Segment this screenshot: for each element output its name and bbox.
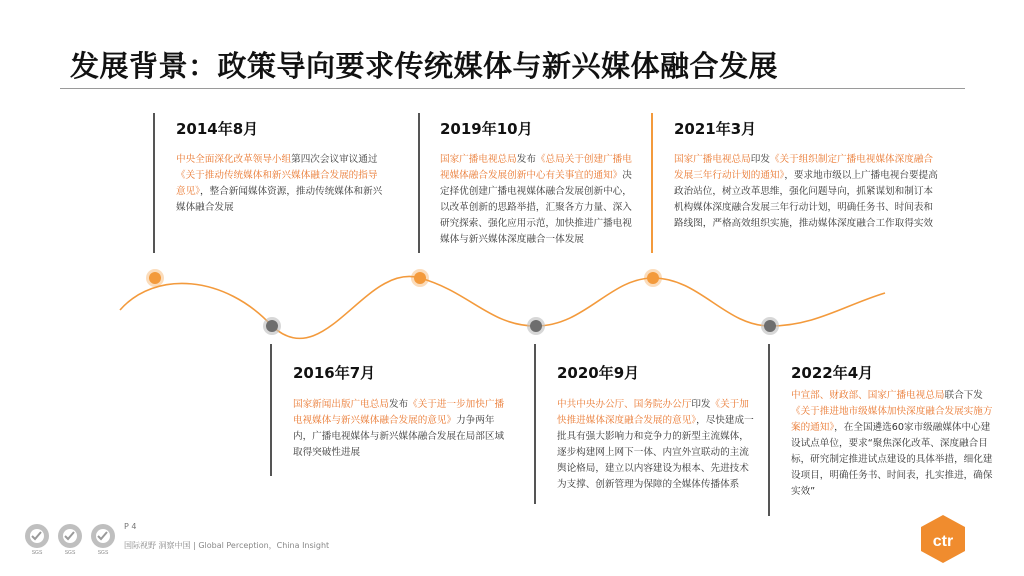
certification-badges [22, 522, 118, 556]
event-description: 国家新闻出版广电总局发布《关于进一步加快广播电视媒体与新兴媒体融合发展的意见》力争两年内，广播电视媒体与新兴媒体融合发展在局部区域取得突破性进展 [293, 399, 505, 458]
event-document: 《关于推进地市级媒体加快深度融合发展实施方案的通知》 [791, 406, 993, 433]
event-date: 2014年8月 [176, 120, 259, 138]
connector-2019 [418, 113, 420, 253]
event-description: 中央全面深化改革领导小组第四次会议审议通过《关于推动传统媒体和新兴媒体融合发展的指导意见》，整合新闻媒体资源，推动传统媒体和新兴媒体融合发展 [176, 154, 383, 213]
connector-2020 [534, 344, 536, 504]
timeline-node-2020 [527, 317, 545, 335]
event-description: 国家广播电视总局发布《总局关于创建广播电视媒体融合发展创新中心有关事宜的通知》决定择优创建广播电视媒体融合发展创新中心，以改革创新的思路举措，汇聚各方力量、深入研究探索、强化应用示范，加快推进广播电视媒体与新兴媒体深度融合一体发展 [440, 154, 632, 245]
connector-2014 [153, 113, 155, 253]
brand-name: ctr [932, 533, 954, 550]
page-title: 发展背景：政策导向要求传统媒体与新兴媒体融合发展 [70, 49, 779, 83]
event-date: 2022年4月 [791, 364, 874, 382]
sgs-badge-icon [58, 524, 82, 556]
connector-2022 [768, 344, 770, 516]
badge-label: SGS [97, 550, 109, 556]
connector-2016 [270, 344, 272, 476]
event-description: 中宣部、财政部、国家广播电视总局联合下发《关于推进地市级媒体加快深度融合发展实施方案的通知》，在全国遴选60家市级融媒体中心建设试点单位，要求“聚焦深化改革、深度融合目标，研究制定推进试点建设的具体举措，细化建设项目，明确任务书、时间表，扎实推进，确保实效” [791, 390, 993, 497]
event-organization: 国家广播电视总局 [674, 154, 751, 165]
event-organization: 中共中央办公厅、国务院办公厅 [557, 399, 692, 410]
ctr-logo-icon [917, 513, 969, 565]
event-organization: 国家新闻出版广电总局 [293, 399, 389, 410]
timeline-node-2021 [644, 269, 662, 287]
event-date: 2016年7月 [293, 364, 376, 382]
connector-2021 [651, 113, 653, 253]
event-document: 《关于进一步加快广播电视媒体与新兴媒体融合发展的意见》 [293, 399, 505, 426]
event-document: 《总局关于创建广播电视媒体融合发展创新中心有关事宜的通知》 [440, 154, 632, 181]
event-organization: 国家广播电视总局 [440, 154, 517, 165]
event-document: 《关于组织制定广播电视媒体深度融合发展三年行动计划的通知》 [674, 154, 934, 181]
event-date: 2021年3月 [674, 120, 757, 138]
sgs-badge-icon [91, 524, 115, 556]
event-organization: 中央全面深化改革领导小组 [176, 154, 292, 165]
timeline-node-2022 [761, 317, 779, 335]
timeline-node-2019 [411, 269, 429, 287]
event-document: 《关于加快推进媒体深度融合发展的意见》 [557, 399, 749, 426]
timeline-node-2016 [263, 317, 281, 335]
footer-slogan: 国际视野 洞察中国 | Global Perception，China Insight [124, 541, 330, 550]
sgs-badge-icon [25, 524, 49, 556]
event-date: 2020年9月 [557, 364, 640, 382]
event-description: 国家广播电视总局印发《关于组织制定广播电视媒体深度融合发展三年行动计划的通知》，要求地市级以上广播电视台要提高政治站位，树立改革思维，强化问题导向，抓紧谋划和制订本机构媒体深度融合发展三年行动计划，明确任务书、时间表和路线图，严格高效组织实施，推动媒体深度融合工作取得实效 [674, 154, 938, 229]
event-date: 2019年10月 [440, 120, 533, 138]
event-document: 《关于推动传统媒体和新兴媒体融合发展的指导意见》 [176, 170, 378, 197]
event-description: 中共中央办公厅、国务院办公厅印发《关于加快推进媒体深度融合发展的意见》，尽快建成一批具有强大影响力和竞争力的新型主流媒体，逐步构建网上网下一体、内宣外宣联动的主流舆论格局，建立以内容建设为根本、先进技术为支撑、创新管理为保障的全媒体传播体系 [557, 399, 754, 490]
badge-label: SGS [31, 550, 43, 556]
event-organization: 中宣部、财政部、国家广播电视总局 [791, 390, 945, 401]
page-number: P 4 [124, 522, 137, 531]
timeline-node-2014 [146, 269, 164, 287]
badge-label: SGS [64, 550, 76, 556]
